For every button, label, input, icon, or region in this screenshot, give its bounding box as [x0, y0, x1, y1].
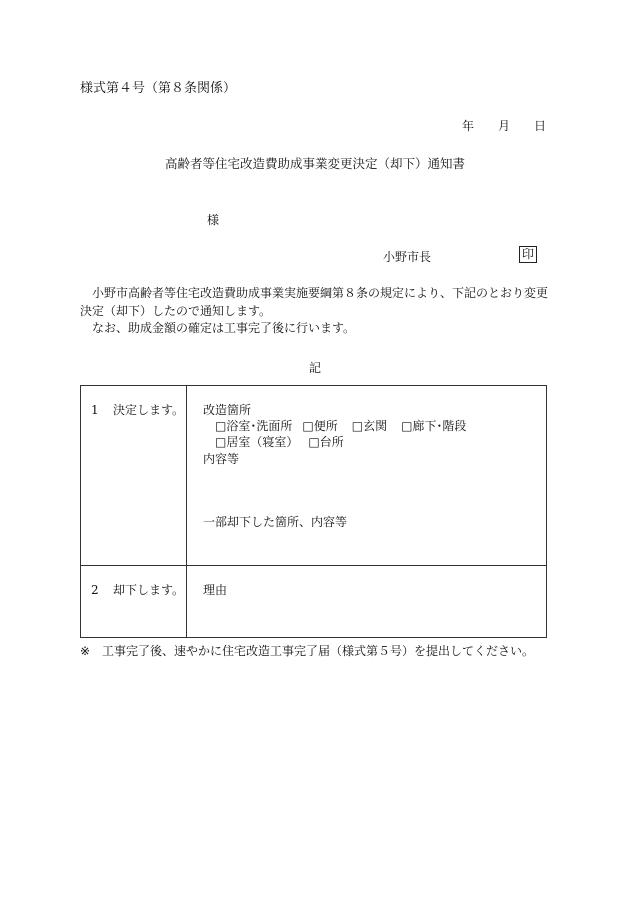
row1-number: 1: [91, 403, 99, 417]
checkbox-line-2: [203, 434, 546, 450]
checkbox-label-kitchen: 台所: [319, 435, 344, 450]
row1-label: 決定します。: [113, 403, 185, 417]
checkbox-label-bath: 浴室･洗面所: [226, 419, 293, 434]
checkbox-toilet[interactable]: □: [302, 419, 314, 434]
table-row-rejection: [81, 566, 547, 638]
checkbox-hallway[interactable]: □: [401, 419, 413, 434]
ki-heading: 記: [308, 361, 321, 375]
footnote: [80, 643, 534, 659]
row2-label: 却下します。: [113, 583, 185, 597]
note-text: 工事完了後、速やかに住宅改造工事完了届（様式第５号）を提出してください。: [102, 644, 535, 658]
checkbox-label-bedroom: 居室（寝室）: [226, 435, 299, 450]
checkbox-bath[interactable]: □: [215, 419, 227, 434]
partial-rejection-label: 一部却下した箇所、内容等: [203, 514, 348, 529]
section-title: 改造箇所: [203, 403, 252, 417]
row2-number: 2: [91, 583, 99, 597]
seal-stamp-box: 印: [519, 246, 537, 263]
checkbox-kitchen[interactable]: □: [308, 435, 320, 450]
date-day: 日: [534, 119, 547, 133]
reason-label: 理由: [203, 583, 228, 597]
checkbox-entrance[interactable]: □: [351, 419, 364, 434]
form-number: 様式第４号（第８条関係）: [80, 81, 237, 96]
addressee-suffix: 様: [207, 213, 220, 227]
checkbox-label-hallway: 廊下･階段: [412, 419, 467, 434]
body-text: [80, 285, 552, 338]
date-month: 月: [498, 119, 511, 133]
body-paragraph-2: なお、助成金額の確定は工事完了後に行います。: [92, 321, 356, 335]
note-mark: ※: [80, 644, 91, 658]
row2-content-cell: [187, 566, 547, 638]
row1-content-cell: [187, 386, 547, 566]
checkbox-line-1: [203, 418, 546, 434]
row1-label-cell: [81, 386, 187, 566]
checkbox-bedroom[interactable]: □: [215, 435, 227, 450]
row2-label-cell: [81, 566, 187, 638]
checkbox-label-entrance: 玄関: [363, 419, 388, 434]
checkbox-label-toilet: 便所: [313, 419, 338, 434]
details-label: 内容等: [203, 451, 240, 466]
table-row-decision: [81, 386, 547, 566]
issuer-name: 小野市長: [383, 250, 432, 264]
decision-table: [80, 385, 547, 638]
date-line: [462, 118, 552, 134]
document-title: 高齢者等住宅改造費助成事業変更決定（却下）通知書: [164, 156, 465, 171]
date-year: 年: [462, 119, 475, 133]
body-paragraph-1: 小野市高齢者等住宅改造費助成事業実施要綱第８条の規定により、下記のとおり変更決定（却下）したので通知します。: [80, 286, 549, 318]
